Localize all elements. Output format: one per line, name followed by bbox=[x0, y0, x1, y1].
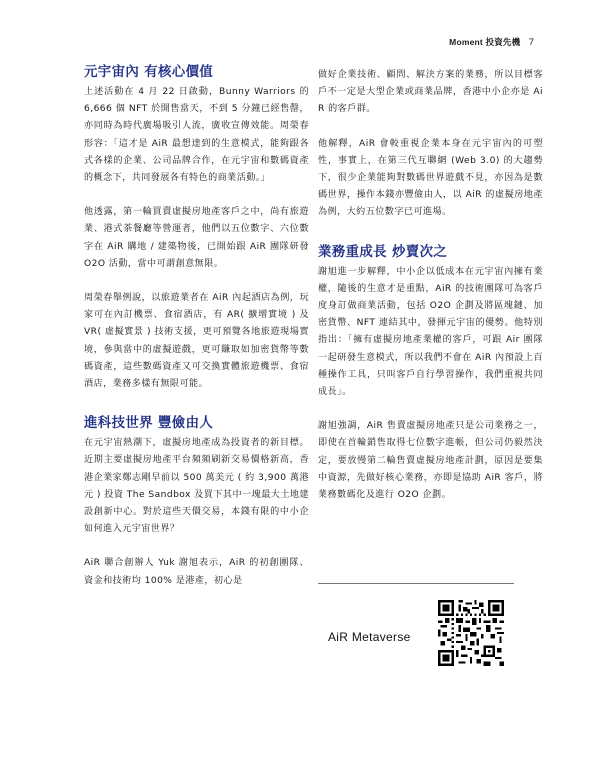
section-divider bbox=[318, 583, 514, 584]
qr-code-icon[interactable] bbox=[438, 600, 504, 666]
body-paragraph: 謝旭進一步解釋，中小企以低成本在元宇宙內擁有業權，隨後的生意才是重點，AiR 的技術團隊可為客戶度身訂做商業活動，包括 O2O 企劃及將區塊鏈、加密貨幣、NFT 連結其中，發揮元宇宙的優勢。他特別指出：「擁有虛擬房地產業權的客戶，可跟 Air 團隊一起研發生意模式，所以我們不會在 AiR 內預設上百種操作工具，只叫客戶自行學習操作，我們重視共同成長」。 bbox=[318, 266, 543, 398]
left-column bbox=[84, 64, 309, 590]
qr-label: AiR Metaverse bbox=[328, 630, 411, 644]
publication-name: Moment 投資先機 bbox=[449, 37, 521, 47]
body-paragraph: 周榮春舉例說，以旅遊業者在 AiR 內起酒店為例，玩家可在內訂機票、食宿酒店，有 AR( 擴增實境 ) 及 VR( 虛擬實景 ) 技術支援，更可預覽各地旅遊現場實境，參與當中的虛擬遊戲，更可賺取如加密貨幣等數碼資產，這些數碼資產又可交換實體旅遊機票、食宿酒店，業務多樣有無限可能。 bbox=[84, 293, 309, 390]
page-header bbox=[449, 36, 534, 48]
section-heading: 元宇宙內 有核心價值 bbox=[84, 65, 214, 80]
page-number: 7 bbox=[528, 37, 534, 48]
body-paragraph: 在元宇宙熱潮下，虛擬房地產成為投資者的新目標。近期主要虛擬房地產平台頻頻刷新交易價格新高，香港企業家鄭志剛早前以 500 萬美元 ( 約 3,900 萬港元 ) 投資 The Sandbox 及買下其中一塊最大土地建設創新中心。對於這些天價交易，本錢有限的中小企如何進入元宇宙世界？ bbox=[84, 438, 309, 535]
body-paragraph: 上述活動在 4 月 22 日啟動，Bunny Warriors 的 6,666 個 NFT 於開售當天，不到 5 分鐘已經售罄，亦同時為時代廣場吸引人流，廣收宣傳效能。周榮春形容：「這才是 AiR 最想達到的生意模式，能夠跟各式各樣的企業、公司品牌合作，在元宇宙和數碼資產的概念下，共同發展各有特色的商業活動。」 bbox=[84, 87, 309, 184]
body-paragraph: 他解釋，AiR 會較重視企業本身在元宇宙內的可塑性，事實上，在第三代互聯網 (Web 3.0) 的大趨勢下，很少企業能夠對數碼世界遊戲不見，亦因為是數碼世界，操作本錢亦豐儉由人，以 AiR 的虛擬房地產為例，大約五位數字已可進場。 bbox=[318, 138, 543, 218]
section-heading: 進科技世界 豐儉由人 bbox=[84, 416, 214, 432]
section-heading: 業務重成長 炒賣次之 bbox=[318, 244, 448, 260]
body-paragraph: 他透露，第一輪買賣虛擬房地產客戶之中，尚有旅遊業、港式茶餐廳等營運者，他們以五位數字、六位數字在 AiR 購地 / 建築物後，已開始跟 AiR 團隊研發 O2O 活動，當中可謂創意無限。 bbox=[84, 207, 309, 269]
body-paragraph: AiR 聯合創辦人 Yuk 謝旭表示，AiR 的初創團隊、資金和技術均 100% 是港產，初心是 bbox=[84, 558, 309, 586]
body-paragraph: 做好企業技術、顧問、解決方案的業務，所以目標客戶不一定是大型企業或商業品牌，香港中小企亦是 AiR 的客戶群。 bbox=[318, 70, 543, 115]
body-paragraph: 謝旭強調，AiR 售賣虛擬房地產只是公司業務之一，即使在首輪銷售取得七位數字進帳，但公司仍毅然決定，要放慢第二輪售賣虛擬房地產計劃，原因是要集中資源，先做好核心業務，亦即是協助 AiR 客戶，將業務數碼化及進行 O2O 企劃。 bbox=[318, 421, 543, 501]
right-column bbox=[318, 67, 543, 504]
